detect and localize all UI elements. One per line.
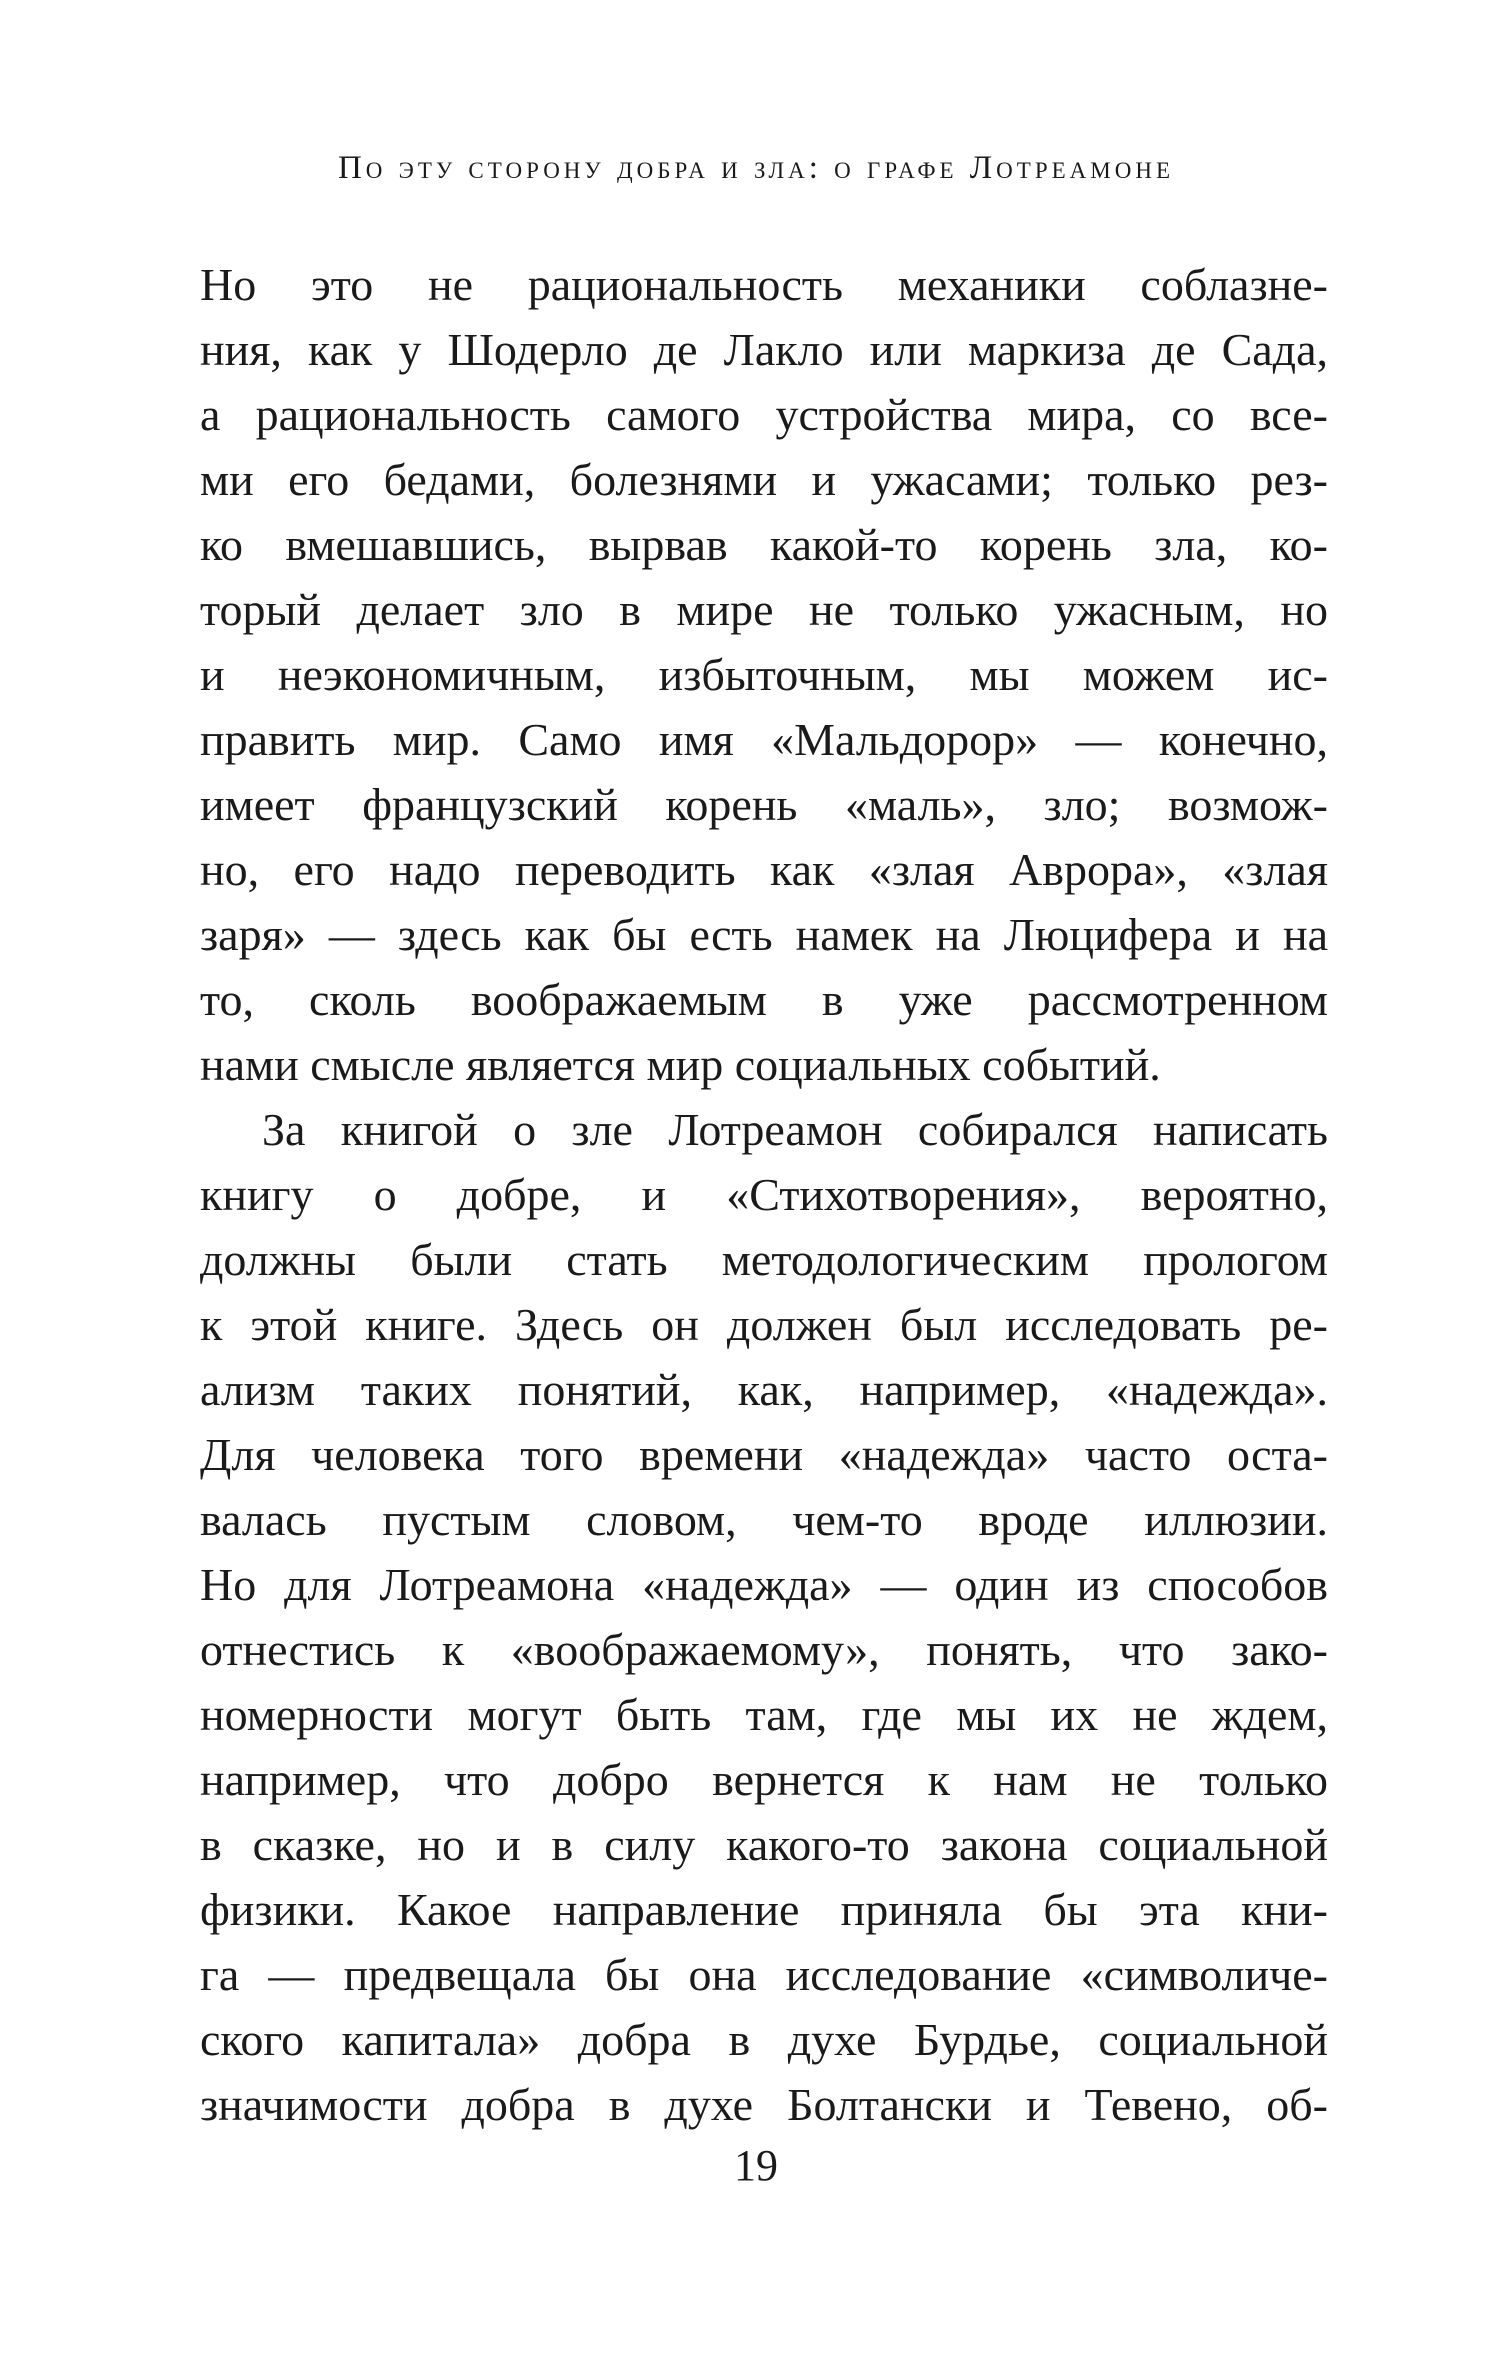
text-line: в сказке, но и в силу какого-то закона социальной <box>200 1819 1328 1870</box>
text-line: ми его бедами, болезнями и ужасами; только рез- <box>200 454 1328 505</box>
text-line: должны были стать методологическим прологом <box>200 1234 1328 1285</box>
text-line: га — предвещала бы она исследование «символиче- <box>200 1949 1328 2000</box>
text-line: Но это не рациональность механики соблазне- <box>200 259 1328 310</box>
body-text <box>200 252 1328 2137</box>
text-line: торый делает зло в мире не только ужасным, но <box>200 584 1328 635</box>
text-line: ского капитала» добра в духе Бурдье, социальной <box>200 2014 1328 2065</box>
text-line: и неэкономичным, избыточным, мы можем ис- <box>200 649 1328 700</box>
text-line: ализм таких понятий, как, например, «надежда». <box>200 1364 1328 1415</box>
text-line: то, сколь воображаемым в уже рассмотренном <box>200 974 1328 1025</box>
text-line: а рациональность самого устройства мира, со все- <box>200 389 1328 440</box>
text-line: Для человека того времени «надежда» часто оста- <box>200 1429 1328 1480</box>
text-line: номерности могут быть там, где мы их не ждем, <box>200 1689 1328 1740</box>
text-line: имеет французский корень «маль», зло; возмож- <box>200 779 1328 830</box>
text-line: физики. Какое направление приняла бы эта кни- <box>200 1884 1328 1935</box>
text-line: За книгой о зле Лотреамон собирался написать <box>262 1104 1328 1155</box>
text-line: к этой книге. Здесь он должен был исследовать ре- <box>200 1299 1328 1350</box>
page-number: 19 <box>734 2141 778 2190</box>
text-line: ко вмешавшись, вырвав какой-то корень зла, ко- <box>200 519 1328 570</box>
text-line: но, его надо переводить как «злая Аврора», «злая <box>200 844 1328 895</box>
text-line: править мир. Само имя «Мальдорор» — конечно, <box>200 714 1328 765</box>
text-line: отнестись к «воображаемому», понять, что зако- <box>200 1624 1328 1675</box>
text-line: заря» — здесь как бы есть намек на Люцифера и на <box>200 909 1328 960</box>
text-line: значимости добра в духе Болтански и Тевено, об- <box>200 2079 1328 2130</box>
text-line: ния, как у Шодерло де Лакло или маркиза де Сада, <box>200 324 1328 375</box>
text-line: книгу о добре, и «Стихотворения», вероятно, <box>200 1169 1328 1220</box>
text-line: валась пустым словом, чем-то вроде иллюзии. <box>200 1494 1328 1545</box>
text-line: Но для Лотреамона «надежда» — один из способов <box>200 1559 1328 1610</box>
text-line: например, что добро вернется к нам не только <box>200 1754 1328 1805</box>
running-head: По эту сторону добра и зла: о графе Лотреамоне <box>337 150 1175 186</box>
text-line: нами смысле является мир социальных событий. <box>200 1039 1161 1090</box>
